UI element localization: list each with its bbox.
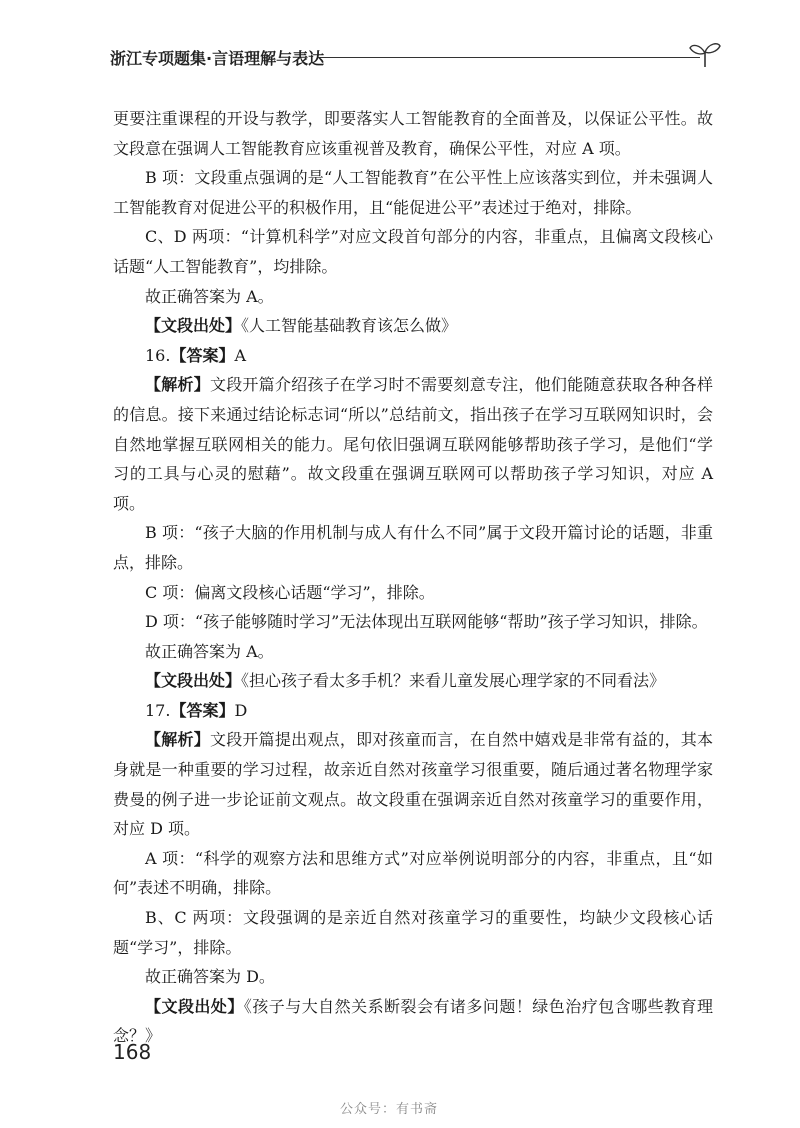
page-number: 168: [113, 1040, 152, 1064]
source-label: 【文段出处】: [145, 671, 242, 691]
q17-analysis: [113, 725, 713, 843]
q16-analysis: [113, 370, 713, 518]
q17-option-bc: B、C 两项：文段强调的是亲近自然对孩童学习的重要性，均缺少文段核心话题“学习”，排除。: [113, 908, 713, 957]
q16-conclusion: 故正确答案为 A。: [145, 641, 274, 661]
source-label: 【文段出处】: [145, 316, 242, 336]
q17-source-title: 《孩子与大自然关系断裂会有诸多问题！绿色治疗包含哪些教育理念？》: [113, 996, 713, 1046]
q17-conclusion: 故正确答案为 D。: [145, 967, 275, 987]
q15-analysis-continued: 更要注重课程的开设与教学，即要落实人工智能教育的全面普及，以保证公平性。故文段意在强调人工智能教育应该重视普及教育，确保公平性，对应 A 项。: [113, 109, 713, 158]
q16-option-d: D 项：“孩子能够随时学习”无法体现出互联网能够“帮助”孩子学习知识，排除。: [145, 612, 708, 632]
q17-option-a: A 项：“科学的观察方法和思维方式”对应举例说明部分的内容，非重点，且“如何”表述不明确，排除。: [113, 848, 713, 898]
q17-analysis-text: 文段开篇提出观点，即对孩童而言，在自然中嬉戏是非常有益的，其本身就是一种重要的学习过程，故亲近自然对孩童学习很重要，随后通过著名物理学家费曼的例子进一步论证前文观点。故文段重在强调亲近自然对孩童学习的重要作用，对应 D 项。: [113, 730, 713, 839]
q17-number: 17.: [145, 700, 171, 720]
q15-source-title: 《人工智能基础教育该怎么做》: [241, 316, 458, 336]
q17-source: [113, 992, 713, 1051]
q15-option-b: B 项：文段重点强调的是“人工智能教育”在公平性上应该落实到位，并未强调人工智能教育对促进公平的积极作用，且“能促进公平”表述过于绝对，排除。: [113, 168, 713, 217]
q16-analysis-text: 文段开篇介绍孩子在学习时不需要刻意专注，他们能随意获取各种各样的信息。接下来通过结论标志词“所以”总结前文，指出孩子在学习互联网知识时，会自然地掌握互联网相关的能力。尾句依旧强调互联网能够帮助孩子学习，是他们“学习的工具与心灵的慰藉”。故文段重在强调互联网可以帮助孩子学习知识，对应 A 项。: [113, 375, 713, 513]
answer-label: 【答案】: [170, 345, 235, 365]
q17-answer-line: [113, 696, 713, 726]
q15-option-cd: C、D 两项：“计算机科学”对应文段首句部分的内容，非重点，且偏离文段核心话题“人工智能教育”，均排除。: [113, 227, 713, 276]
q17-answer: D: [234, 700, 248, 720]
analysis-label: 【解析】: [145, 375, 210, 395]
q15-conclusion: 故正确答案为 A。: [145, 286, 274, 306]
q16-option-b: B 项：“孩子大脑的作用机制与成人有什么不同”属于文段开篇讨论的话题，非重点，排除。: [113, 523, 713, 572]
header-title: 浙江专项题集·言语理解与表达: [110, 49, 325, 68]
analysis-label: 【解析】: [145, 730, 210, 750]
watermark: 公众号：有书斋: [340, 1102, 439, 1117]
q16-number: 16.: [145, 345, 171, 365]
header-rule: [318, 57, 700, 58]
q16-source: [113, 666, 713, 696]
q16-answer-line: [113, 341, 713, 371]
sprout-icon: [688, 40, 722, 68]
q16-source-title: 《担心孩子看太多手机？来看儿童发展心理学家的不同看法》: [241, 671, 666, 691]
q15-source: [113, 311, 713, 341]
q16-option-c: C 项：偏离文段核心话题“学习”，排除。: [145, 582, 435, 602]
running-header: [110, 40, 720, 72]
q16-answer: A: [234, 345, 247, 365]
answer-explanations: [113, 104, 713, 1051]
source-label: 【文段出处】: [145, 996, 244, 1016]
answer-label: 【答案】: [170, 700, 235, 720]
